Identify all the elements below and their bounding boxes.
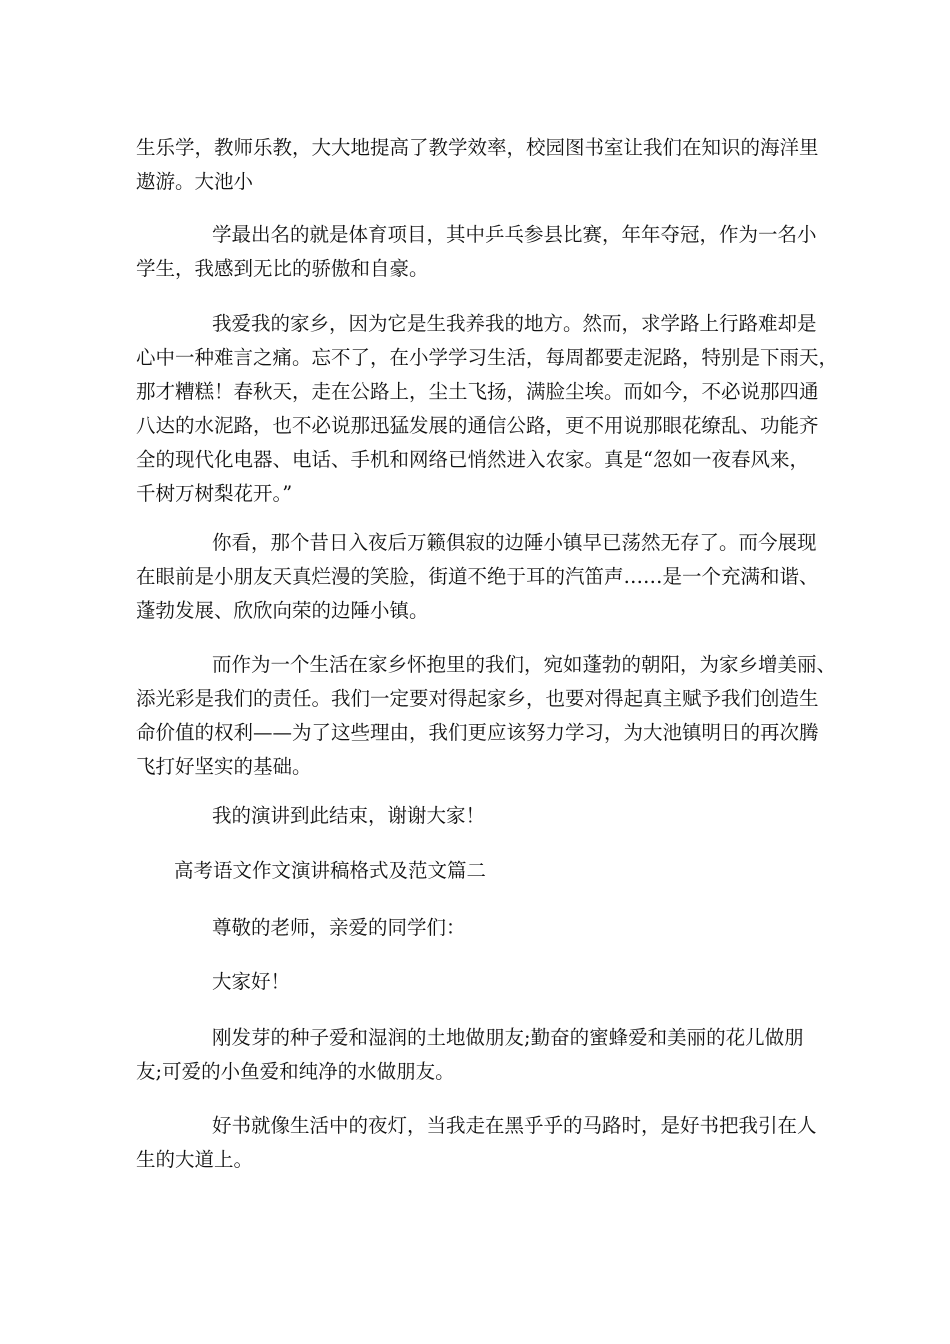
paragraph — [136, 526, 819, 628]
text-line: 大家好！ — [212, 970, 291, 993]
text-line: 心中一种难言之痛。忘不了，在小学学习生活，每周都要走泥路，特别是下雨天， — [136, 346, 839, 369]
paragraph — [136, 799, 816, 833]
text-line: 学最出名的就是体育项目，其中乒乓参县比赛，年年夺冠，作为一名小 — [212, 223, 817, 246]
salutation — [136, 911, 816, 945]
text-line: 蓬勃发展、欣欣向荣的边陲小镇。 — [136, 599, 429, 622]
text-line: 添光彩是我们的责任。我们一定要对得起家乡，也要对得起真主赋予我们创造生 — [136, 687, 819, 710]
text-line: 八达的水泥路，也不必说那迅猛发展的通信公路，更不用说那眼花缭乱、功能齐 — [136, 414, 819, 437]
text-line: 而作为一个生活在家乡怀抱里的我们，宛如蓬勃的朝阳，为家乡增美丽、 — [212, 653, 837, 676]
text-line: 生的大道上。 — [136, 1148, 254, 1171]
text-line: 生乐学，教师乐教，大大地提高了教学效率，校园图书室让我们在知识的海洋里 — [136, 136, 819, 159]
paragraph — [136, 307, 839, 511]
text-line: 刚发芽的种子爱和湿润的土地做朋友;勤奋的蜜蜂爱和美丽的花儿做朋 — [212, 1026, 804, 1049]
paragraph — [136, 648, 837, 784]
paragraph — [136, 218, 816, 286]
text-line: 飞打好坚实的基础。 — [136, 755, 312, 778]
text-line: 好书就像生活中的夜灯，当我走在黑乎乎的马路时，是好书把我引在人 — [212, 1114, 817, 1137]
text-line: 我的演讲到此结束，谢谢大家！ — [212, 804, 486, 827]
text-line: 那才糟糕！春秋天，走在公路上，尘土飞扬，满脸尘埃。而如今，不必说那四通 — [136, 380, 819, 403]
text-line: 遨游。大池小 — [136, 170, 254, 193]
paragraph — [136, 1109, 816, 1177]
paragraph — [136, 1021, 816, 1089]
text-line: 你看，那个昔日入夜后万籁俱寂的边陲小镇早已荡然无存了。而今展现 — [212, 531, 817, 554]
text-line: 在眼前是小朋友天真烂漫的笑脸，街道不绝于耳的汽笛声……是一个充满和谐、 — [136, 565, 819, 588]
text-line: 全的现代化电器、电话、手机和网络已悄然进入农家。真是“忽如一夜春风来， — [136, 448, 809, 471]
text-line: 尊敬的老师，亲爱的同学们： — [212, 916, 466, 939]
paragraph — [136, 131, 819, 199]
greeting — [136, 965, 816, 999]
text-line: 我爱我的家乡，因为它是生我养我的地方。然而，求学路上行路难却是 — [212, 312, 817, 335]
text-line: 命价值的权利——为了这些理由，我们更应该努力学习，为大池镇明日的再次腾 — [136, 721, 819, 744]
text-line: 千树万树梨花开。” — [136, 482, 293, 505]
text-line: 学生，我感到无比的骄傲和自豪。 — [136, 257, 429, 280]
section-heading — [174, 854, 854, 888]
text-line: 友;可爱的小鱼爱和纯净的水做朋友。 — [136, 1060, 455, 1083]
text-line: 高考语文作文演讲稿格式及范文篇二 — [174, 859, 487, 882]
